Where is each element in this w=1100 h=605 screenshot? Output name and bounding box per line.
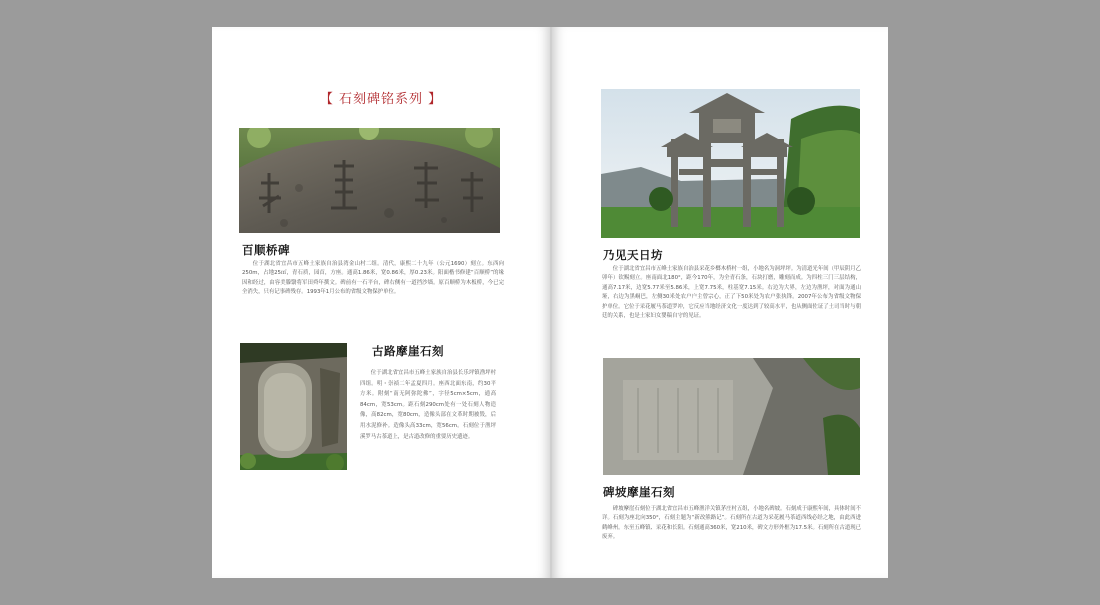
ancient-road-cliff-carving-photo bbox=[240, 343, 347, 470]
series-title: 【 石刻碑铭系列 】 bbox=[319, 92, 443, 107]
article-title: 碑坡摩崖石刻 bbox=[603, 485, 675, 499]
beipo-cliff-carving-photo bbox=[603, 358, 860, 475]
baishun-bridge-stele-photo bbox=[239, 128, 500, 233]
article-body: 位于湖北省宜昌市五峰土家族自治县湾金山村二组。清代，康熙二十九年（公元1690）刻立。东西向250m，占地25㎡，青石质，园首，方座。通高1.86米，宽0.86米，厚0.23米。阳面楷书修建“百顺桥”的缘因和经过，由容美滕翳将军田舜年撰文。碑前有一石平台，碑右侧有一道挡沙墙。原百顺桥为木板桥，今已完全消失，只有记事碑残存。1993年1月公布的省级文物保护单位。 bbox=[242, 261, 504, 296]
article-title: 百顺桥碑 bbox=[242, 243, 290, 257]
article-body: 位于湖北省宜昌市五峰土家族自治县采花乡榔木桥村一组，小地名为洞坪坪。为清道光年间（甲辰阴月乙卯年）钦赐刻立。座南面北180°，距今170年，为全青石条，石块打磨，雕刻而成。为四柱三门三层结构，通高7.17米，边宽5.77米至5.86米，上宽7.75米，柱基宽7.15米。右边为大界，左边为渔坪，对面为通山垭，右边为黑峒巴，左侧30米处农户户主曾宗心，正了下50米处为农户张执锋。2007年公布为省级文物保护单位。它位于采花履马茶道罗冲，它反应当地经济文化一度达到了较高水平，也从侧面佐证了土司当时与朝廷的关系，也是土家妇女婴稿自守的见证。 bbox=[602, 266, 861, 320]
article-title: 古路摩崖石刻 bbox=[372, 344, 444, 358]
left-page bbox=[212, 27, 550, 578]
right-page bbox=[552, 27, 888, 578]
article-body: 碑坡摩崖石刻位于湖北省宜昌市五峰渔洋关镇茅庄村五组，小地名碑坡。石刻成于康熙年间，具体时间不详。石刻为座北向350°，石刻主题为“新改熊路记”。石刻所在古道为采花履马茶道西线必经之地，由此西进鹤峰州。东至五峰镇、采花和长阳。石刻通高360米，宽210米，碑文方形外框为17.5米。石刻所在古道现已废弃。 bbox=[602, 506, 861, 541]
article-title: 乃见天日坊 bbox=[603, 248, 663, 262]
naijian-tianri-archway-photo bbox=[601, 89, 860, 238]
article-body: 位于湖北省宜昌市五峰土家族自治县长乐坪镇渔坪村四组。明・崇祯二年孟夏四月。座西北面东南，约30平方米。附刻“南无阿弥陀佛”，字径5cm×5cm，通高84cm，宽53cm。距石刻290cm处有一处石刻人物造像，高82cm，宽80cm，造像头部在文革时期被毁，后用水泥修补。造像头高33cm，宽56cm。石刻位于渔坪溪罗马古茶道上，是古道改修的重要历史遗迹。 bbox=[360, 370, 496, 440]
